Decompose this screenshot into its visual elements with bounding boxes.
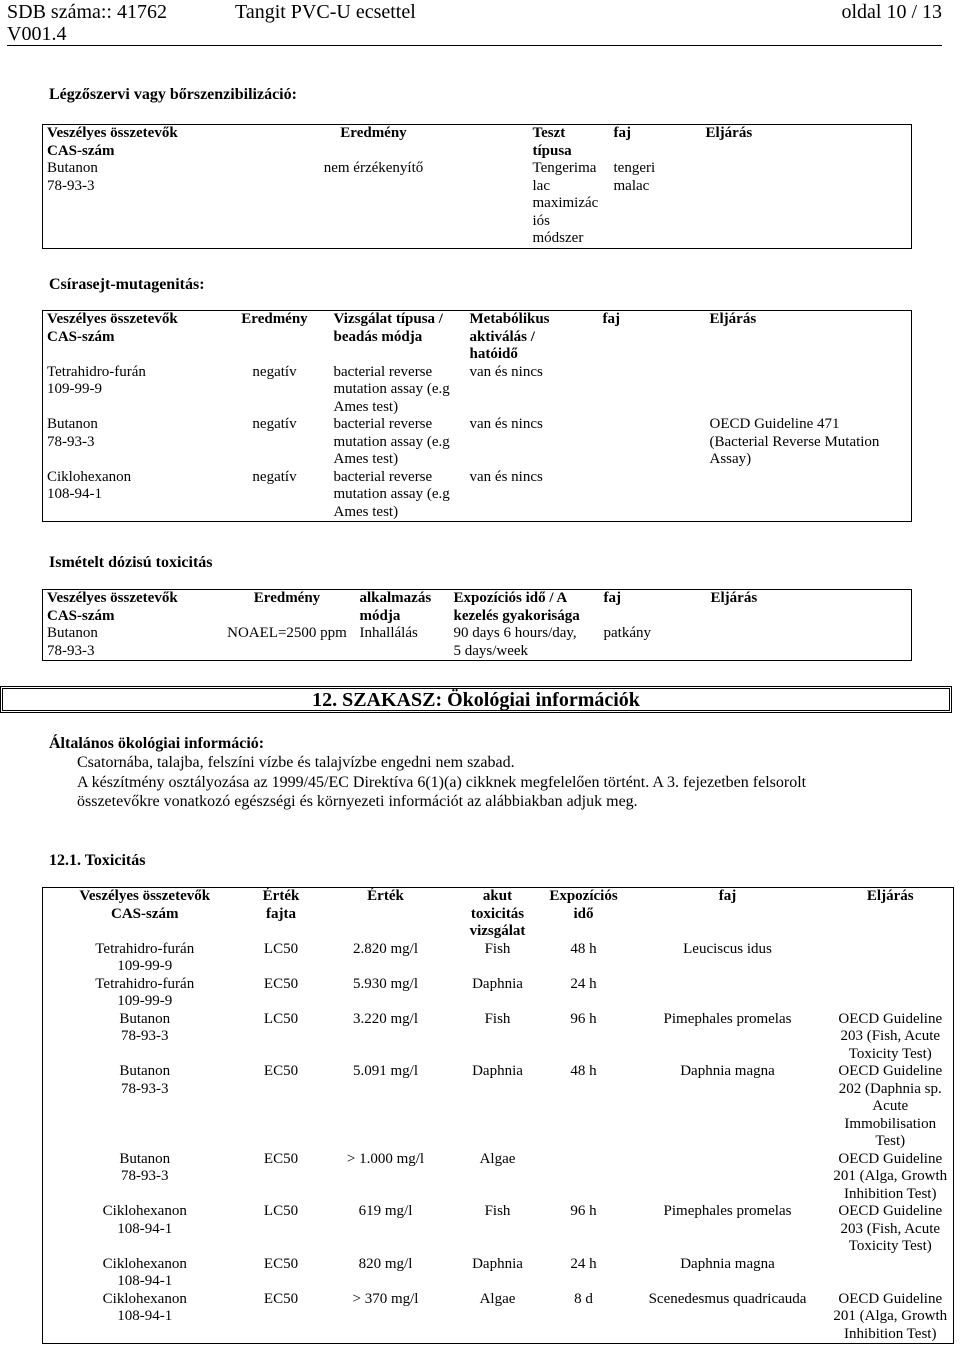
table-cell: Daphnia xyxy=(472,975,523,992)
table-row xyxy=(43,941,954,976)
table-cell: Ciklohexanon 108-94-1 xyxy=(102,1255,187,1289)
table-cell xyxy=(828,941,954,976)
column-header: Veszélyes összetevők CAS-szám xyxy=(47,590,178,624)
table-cell: Pimephales promelas xyxy=(663,1203,792,1219)
table-cell: Ciklohexanon 108-94-1 xyxy=(47,468,132,502)
table-cell xyxy=(628,976,828,1011)
table-cell: 619 mg/l xyxy=(358,1203,413,1219)
header-row xyxy=(43,888,954,941)
toxicity-heading: 12.1. Toxicitás xyxy=(49,852,146,869)
table-cell xyxy=(628,1151,828,1204)
table-cell: Daphnia xyxy=(472,1255,523,1272)
column-header: Érték xyxy=(367,888,404,904)
column-header: Veszélyes összetevők CAS-szám xyxy=(79,888,211,922)
table-cell: OECD Guideline 471 (Bacterial Reverse Mutation Assay) xyxy=(709,416,880,467)
header-row xyxy=(43,311,912,364)
table-cell: Scenedesmus quadricauda xyxy=(648,1290,807,1307)
table-cell: van és nincs xyxy=(469,363,543,380)
table-cell: 5.091 mg/l xyxy=(352,1063,418,1079)
table-row xyxy=(43,364,912,417)
mutagenicity-table xyxy=(42,310,912,522)
table-cell: > 1.000 mg/l xyxy=(346,1150,425,1167)
table-cell: LC50 xyxy=(263,940,299,957)
table-cell: EC50 xyxy=(263,1063,299,1079)
product-name: Tangit PVC-U ecsettel xyxy=(235,1,416,23)
table-cell: bacterial reverse mutation assay (e.g Ames test) xyxy=(333,416,450,467)
table-cell: Leuciscus idus xyxy=(683,940,772,957)
table-cell: 820 mg/l xyxy=(358,1255,413,1272)
table-cell: negatív xyxy=(252,363,297,380)
column-header: Eljárás xyxy=(709,311,757,327)
table-cell: tengeri malac xyxy=(613,160,656,194)
column-header: faj xyxy=(602,311,620,327)
table-cell: van és nincs xyxy=(469,416,543,432)
table-cell xyxy=(828,976,954,1011)
table-cell: negatív xyxy=(252,468,297,485)
column-header: faj xyxy=(603,590,621,606)
table-row xyxy=(43,625,912,661)
table-cell: Butanon 78-93-3 xyxy=(119,1010,171,1044)
header-row xyxy=(43,590,912,626)
section-12-title: 12. SZAKASZ: Ökológiai információk xyxy=(0,686,952,713)
table-cell: 48 h xyxy=(570,1063,597,1079)
table-cell xyxy=(599,469,706,522)
column-header: akut toxicitás vizsgálat xyxy=(469,888,526,939)
column-header: Expozíciós idő xyxy=(549,888,618,922)
table-cell: Tetrahidro-furán 109-99-9 xyxy=(95,975,195,1009)
version: V001.4 xyxy=(7,23,67,45)
table-cell: OECD Guideline 203 (Fish, Acute Toxicity Test) xyxy=(838,1010,943,1062)
table-cell: Tetrahidro-furán 109-99-9 xyxy=(47,363,146,397)
table-cell: 24 h xyxy=(570,1255,597,1272)
table-row xyxy=(43,1063,954,1151)
table-cell: Butanon 78-93-3 xyxy=(47,625,98,659)
table-cell: 2.820 mg/l xyxy=(352,940,418,957)
table-row xyxy=(43,416,912,469)
column-header: Eredmény xyxy=(340,125,407,141)
general-eco-line-1: Csatornába, talajba, felszíni vízbe és talajvízbe engedni nem szabad. xyxy=(77,754,515,771)
table-cell: nem érzékenyítő xyxy=(323,160,424,176)
table-row xyxy=(43,160,912,248)
repeated-dose-table xyxy=(42,589,912,661)
table-cell: EC50 xyxy=(263,1255,299,1272)
table-cell: Fish xyxy=(484,1203,511,1219)
table-row xyxy=(43,1256,954,1291)
column-header: Vizsgálat típusa / beadás módja xyxy=(333,311,443,345)
table-cell: 3.220 mg/l xyxy=(352,1010,418,1027)
table-cell: Pimephales promelas xyxy=(663,1010,792,1027)
general-eco-heading: Általános ökológiai információ: xyxy=(49,735,265,752)
header-divider xyxy=(7,45,942,46)
column-header: Eredmény xyxy=(241,311,308,327)
column-header: Teszt típusa xyxy=(532,125,572,159)
table-cell: Butanon 78-93-3 xyxy=(47,416,98,450)
table-cell xyxy=(599,364,706,417)
table-row xyxy=(43,1151,954,1204)
column-header: Expozíciós idő / A kezelés gyakorisága xyxy=(453,590,580,624)
sensitization-heading: Légzőszervi vagy bőrszenzibilizáció: xyxy=(49,86,297,103)
table-cell: bacterial reverse mutation assay (e.g Ames test) xyxy=(333,363,450,415)
table-cell: OECD Guideline 202 (Daphnia sp. Acute Immobilisation Test) xyxy=(838,1063,943,1149)
table-cell: EC50 xyxy=(263,1150,299,1167)
table-row xyxy=(43,976,954,1011)
table-cell: 48 h xyxy=(570,940,597,957)
repeated-dose-heading: Ismételt dózisú toxicitás xyxy=(49,554,213,571)
table-cell: patkány xyxy=(603,625,651,641)
header-row xyxy=(43,125,912,161)
table-cell xyxy=(599,416,706,469)
table-cell xyxy=(540,1151,628,1204)
table-cell: 24 h xyxy=(570,975,597,992)
column-header: Eljárás xyxy=(866,888,914,904)
table-cell: Daphnia magna xyxy=(680,1255,775,1272)
toxicity-table xyxy=(42,887,954,1344)
table-cell: Tetrahidro-furán 109-99-9 xyxy=(95,940,195,974)
table-cell: Algae xyxy=(479,1150,516,1167)
column-header: Eredmény xyxy=(253,590,321,606)
table-cell: 5.930 mg/l xyxy=(352,975,418,992)
table-cell xyxy=(702,160,912,248)
table-cell: OECD Guideline 203 (Fish, Acute Toxicity Test) xyxy=(838,1203,943,1254)
table-cell xyxy=(707,625,912,661)
table-cell: 90 days 6 hours/day, 5 days/week xyxy=(453,625,577,659)
column-header: Eljárás xyxy=(705,125,753,141)
table-cell: Daphnia xyxy=(472,1063,523,1079)
table-cell: Algae xyxy=(479,1290,516,1307)
table-row xyxy=(43,1203,954,1256)
table-cell: negatív xyxy=(252,416,297,432)
table-cell: 8 d xyxy=(574,1290,593,1307)
column-header: Veszélyes összetevők CAS-szám xyxy=(47,125,178,159)
table-cell: LC50 xyxy=(263,1010,299,1027)
table-row xyxy=(43,1291,954,1344)
sensitization-table xyxy=(42,124,912,249)
table-cell: Fish xyxy=(484,1010,511,1027)
table-cell: Fish xyxy=(484,940,511,957)
general-eco-line-2: A készítmény osztályozása az 1999/45/EC Direktíva 6(1)(a) cikknek megfelelően történt. A 3. fejezetben felsorolt xyxy=(77,774,807,791)
table-cell: Butanon 78-93-3 xyxy=(119,1150,171,1184)
mutagenicity-heading: Csírasejt-mutagenitás: xyxy=(49,276,205,293)
table-cell: OECD Guideline 201 (Alga, Growth Inhibition Test) xyxy=(833,1290,948,1342)
table-cell: Inhallálás xyxy=(359,625,418,641)
table-cell: van és nincs xyxy=(469,468,543,485)
column-header: Metabólikus aktiválás / hatóidő xyxy=(469,311,550,362)
column-header: faj xyxy=(718,888,737,904)
column-header: Érték fajta xyxy=(262,888,300,922)
table-cell: NOAEL=2500 ppm xyxy=(227,625,347,641)
table-cell: OECD Guideline 201 (Alga, Growth Inhibition Test) xyxy=(833,1150,948,1202)
table-cell xyxy=(706,364,912,417)
table-cell: Ciklohexanon 108-94-1 xyxy=(102,1203,187,1237)
general-eco-line-3: összetevőkre vonatkozó egészségi és környezeti információt az alábbiakban adjuk meg. xyxy=(77,793,638,810)
table-cell: EC50 xyxy=(263,975,299,992)
table-cell: Tengerima lac maximizác iós módszer xyxy=(532,160,599,246)
table-cell xyxy=(706,469,912,522)
table-cell: 96 h xyxy=(570,1203,597,1219)
table-cell: Butanon 78-93-3 xyxy=(119,1063,171,1097)
table-cell: EC50 xyxy=(263,1290,299,1307)
column-header: alkalmazás módja xyxy=(359,590,432,624)
table-cell: > 370 mg/l xyxy=(352,1290,419,1307)
page-number: oldal 10 / 13 xyxy=(841,1,942,23)
column-header: Eljárás xyxy=(710,590,758,606)
table-cell: Daphnia magna xyxy=(680,1063,775,1079)
table-cell: bacterial reverse mutation assay (e.g Ames test) xyxy=(333,468,450,520)
table-cell: Butanon 78-93-3 xyxy=(47,160,98,194)
column-header: Veszélyes összetevők CAS-szám xyxy=(47,311,178,345)
sdb-number: SDB száma:: 41762 xyxy=(7,1,167,23)
column-header: faj xyxy=(613,125,631,141)
table-row xyxy=(43,1011,954,1064)
table-cell: 96 h xyxy=(570,1010,597,1027)
table-row xyxy=(43,469,912,522)
table-cell xyxy=(828,1256,954,1291)
table-cell: Ciklohexanon 108-94-1 xyxy=(102,1290,187,1324)
table-cell: LC50 xyxy=(263,1203,299,1219)
